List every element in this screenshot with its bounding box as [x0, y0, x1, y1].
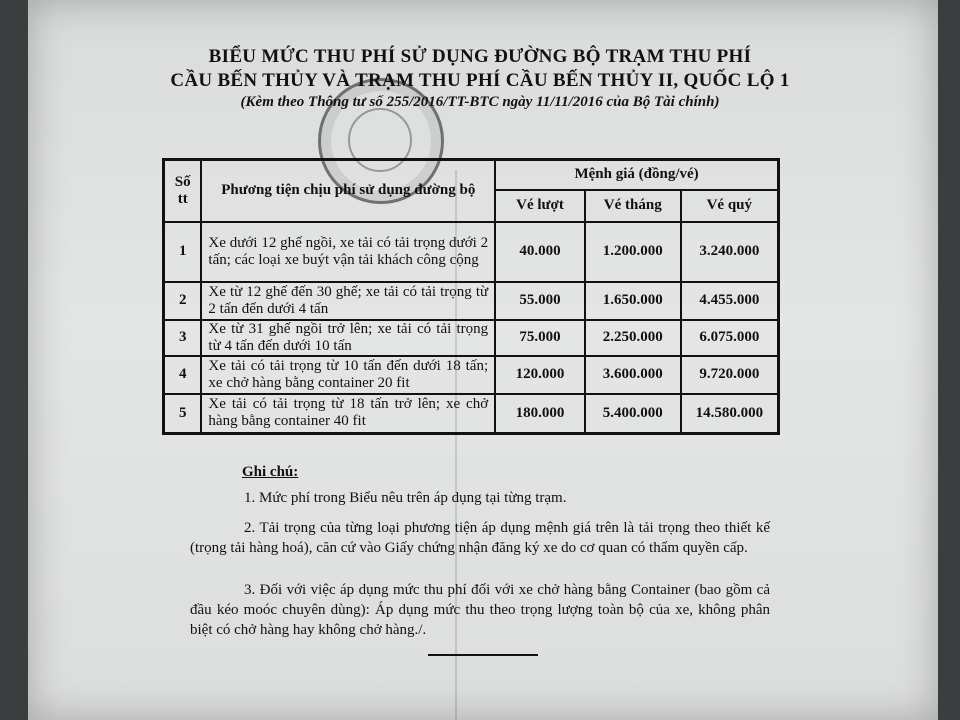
row-ve-thang: 1.200.000: [585, 222, 681, 282]
table-row: [164, 394, 779, 434]
header-ve-luot: Vé lượt: [495, 190, 585, 222]
row-ve-thang: 2.250.000: [585, 320, 681, 356]
row-ve-luot: 75.000: [495, 320, 585, 356]
note-item-1: 1. Mức phí trong Biểu nêu trên áp dụng tại từng trạm.: [244, 490, 567, 506]
row-ve-luot: 55.000: [495, 282, 585, 320]
table-row: [164, 222, 779, 282]
row-ve-luot: 120.000: [495, 356, 585, 394]
row-ve-quy: 6.075.000: [681, 320, 779, 356]
note-item-2: 2. Tải trọng của từng loại phương tiện áp dụng mệnh giá trên là tải trọng theo thiết kế (trọng tải hàng hoá), căn cứ vào Giấy chứng nhận đăng ký xe do cơ quan có thẩm quyền cấp.: [190, 520, 770, 556]
row-ve-thang: 1.650.000: [585, 282, 681, 320]
row-ve-thang: 3.600.000: [585, 356, 681, 394]
header-ve-quy: Vé quý: [681, 190, 779, 222]
row-ve-quy: 9.720.000: [681, 356, 779, 394]
row-no: 5: [164, 394, 202, 434]
header-price: Mệnh giá (đồng/vé): [495, 160, 778, 190]
row-vehicle: Xe dưới 12 ghế ngồi, xe tải có tải trọng dưới 2 tấn; các loại xe buýt vận tải khách công cộng: [201, 222, 495, 282]
row-no: 1: [164, 222, 202, 282]
document-subtitle: (Kèm theo Thông tư số 255/2016/TT-BTC ngày 11/11/2016 của Bộ Tài chính): [240, 94, 720, 110]
row-no: 3: [164, 320, 202, 356]
closing-rule: [428, 654, 538, 656]
row-ve-thang: 5.400.000: [585, 394, 681, 434]
row-vehicle: Xe từ 31 ghế ngồi trở lên; xe tải có tải trọng từ 4 tấn đến dưới 10 tấn: [201, 320, 495, 356]
table-row: [164, 320, 779, 356]
note-item-3: 3. Đối với việc áp dụng mức thu phí đối với xe chở hàng bằng Container (bao gồm cả đầu kéo moóc chuyên dùng): Áp dụng mức thu theo trọng lượng toàn bộ của xe, không phân biệt có chở hàng hay không chở hàng./.: [190, 582, 770, 638]
header-vehicle: Phương tiện chịu phí sử dụng đường bộ: [201, 160, 495, 222]
row-vehicle: Xe tải có tải trọng từ 18 tấn trở lên; xe chở hàng bằng container 40 fit: [201, 394, 495, 434]
notes-heading: Ghi chú:: [242, 464, 299, 480]
row-ve-quy: 3.240.000: [681, 222, 779, 282]
document-title-line1: BIỂU MỨC THU PHÍ SỬ DỤNG ĐƯỜNG BỘ TRẠM THU PHÍ: [208, 46, 752, 67]
row-ve-luot: 180.000: [495, 394, 585, 434]
row-ve-quy: 14.580.000: [681, 394, 779, 434]
fee-table: [162, 158, 780, 435]
table-row: [164, 356, 779, 394]
row-vehicle: Xe tải có tải trọng từ 10 tấn đến dưới 18 tấn; xe chở hàng bằng container 20 fit: [201, 356, 495, 394]
row-vehicle: Xe từ 12 ghế đến 30 ghế; xe tải có tải trọng từ 2 tấn đến dưới 4 tấn: [201, 282, 495, 320]
row-no: 2: [164, 282, 202, 320]
row-ve-luot: 40.000: [495, 222, 585, 282]
row-ve-quy: 4.455.000: [681, 282, 779, 320]
document-title-line2: CẦU BẾN THỦY VÀ TRẠM THU PHÍ CẦU BẾN THỦY II, QUỐC LỘ 1: [170, 70, 790, 91]
header-no: Số tt: [164, 160, 202, 222]
header-ve-thang: Vé tháng: [585, 190, 681, 222]
row-no: 4: [164, 356, 202, 394]
table-header-row: [164, 160, 779, 190]
table-row: [164, 282, 779, 320]
